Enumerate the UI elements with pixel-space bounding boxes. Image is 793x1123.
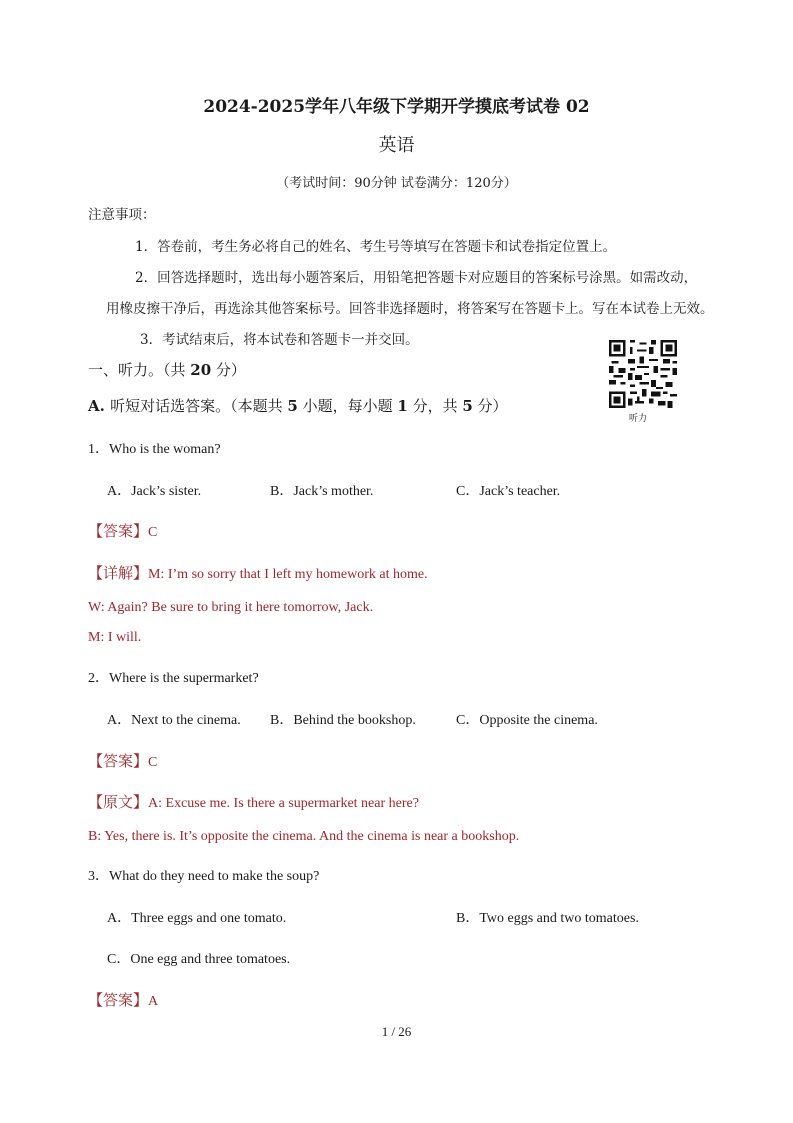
question-1-detail-line-3: M: I will. bbox=[88, 630, 142, 645]
question-2-stem: 2．Where is the supermarket? bbox=[88, 671, 259, 686]
question-2-option-b: B．Behind the bookshop. bbox=[270, 713, 416, 728]
qr-caption: 听力 bbox=[629, 414, 648, 424]
question-2-option-a: A．Next to the cinema. bbox=[107, 713, 241, 728]
exam-info: （考试时间：90分钟 试卷满分：120分） bbox=[276, 176, 517, 191]
subject-title: 英语 bbox=[378, 135, 415, 156]
page-number: 1 / 26 bbox=[381, 1024, 412, 1039]
notice-item-3: 3．考试结束后，将本试卷和答题卡一并交回。 bbox=[140, 332, 419, 348]
question-2-answer: 【答案】C bbox=[88, 752, 158, 770]
question-2-option-c: C．Opposite the cinema. bbox=[456, 713, 598, 728]
question-1-stem: 1．Who is the woman? bbox=[88, 442, 221, 457]
question-1-answer: 【答案】C bbox=[88, 522, 158, 540]
part-a-heading: A. 听短对话选答案。（本题共 5 小题，每小题 1 分，共 5 分） bbox=[88, 397, 508, 415]
question-1-detail-line-2: W: Again? Be sure to bring it here tomorrow, Jack. bbox=[88, 600, 374, 615]
question-3-answer: 【答案】A bbox=[88, 991, 159, 1009]
notice-heading: 注意事项： bbox=[88, 207, 156, 223]
question-3-option-b: B．Two eggs and two tomatoes. bbox=[456, 911, 639, 926]
question-1-option-b: B．Jack’s mother. bbox=[270, 484, 374, 499]
question-2-transcript: 【原文】A: Excuse me. Is there a supermarket near here? bbox=[88, 793, 419, 811]
question-1-option-c: C．Jack’s teacher. bbox=[456, 484, 561, 499]
notice-item-2-line-1: 2．回答选择题时，选出每小题答案后，用铅笔把答题卡对应题目的答案标号涂黑。如需改动， bbox=[135, 270, 698, 286]
question-3-stem: 3．What do they need to make the soup? bbox=[88, 869, 320, 884]
notice-item-1: 1．答卷前，考生务必将自己的姓名、考生号等填写在答题卡和试卷指定位置上。 bbox=[135, 239, 617, 255]
question-1-detail: 【详解】M: I’m so sorry that I left my homework at home. bbox=[88, 564, 428, 582]
notice-item-2-line-2: 用橡皮擦干净后，再选涂其他答案标号。回答非选择题时，将答案写在答题卡上。写在本试卷上无效。 bbox=[106, 301, 714, 317]
question-2-transcript-line-2: B: Yes, there is. It’s opposite the cinema. And the cinema is near a bookshop. bbox=[88, 829, 520, 844]
question-3-option-c: C．One egg and three tomatoes. bbox=[107, 952, 291, 967]
section-listening-heading: 一、听力。（共 20 分） bbox=[88, 361, 246, 379]
exam-title: 2024-2025学年八年级下学期开学摸底考试卷 02 bbox=[203, 97, 590, 117]
qr-code-icon bbox=[609, 340, 677, 408]
question-1-option-a: A．Jack’s sister. bbox=[107, 484, 202, 499]
question-3-option-a: A．Three eggs and one tomato. bbox=[107, 911, 287, 926]
